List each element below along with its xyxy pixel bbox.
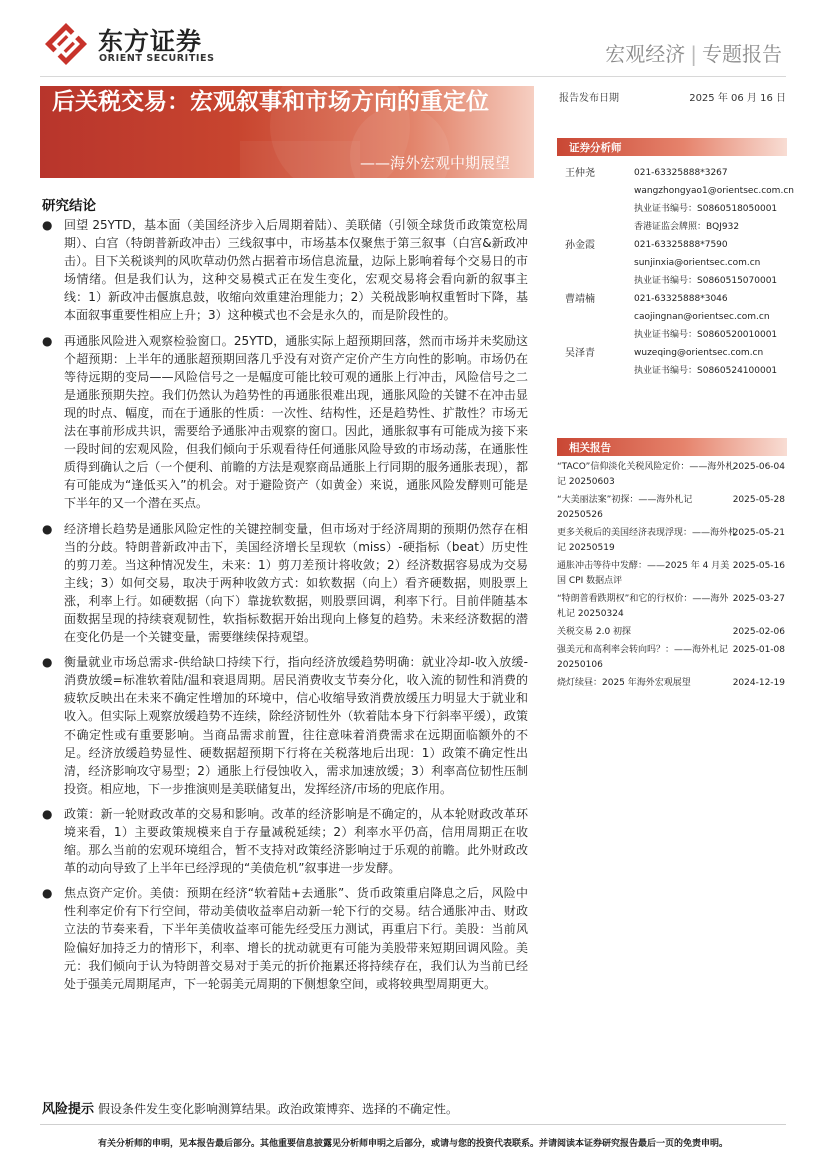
related-report-item[interactable] [557,625,787,640]
conclusion-text: 经济增长趋势是通胀风险定性的关键控制变量，但市场对于经济周期的预期仍然存在相当的分歧。特朗普新政冲击下，美国经济增长呈现软（miss）-硬指标（beat）历史性的剪刀差。当这种情况发生，未来：1）剪刀差预计将收敛；2）经济数据容易成为交易主线；3）如何交易，取决于两种收敛方式：如软数据（向上）看齐硬数据，则股票上涨，利率上行。如硬数据（向下）靠拢软数据，则股票回调，利率下行。目前伴随基本面数据呈现的持续衰观韧性，软指标数据开始出现向上修复的趋势。未来经济数据的潜在变化仍是一个关键变量，需要继续保持观望。 [64,521,528,645]
conclusion-item [42,520,528,647]
related-report-title[interactable]: 烧灯续昼：2025 年海外宏观展望 [557,678,691,688]
related-report-date: 2024-12-19 [732,678,785,688]
brand-name-en: ORIENT SECURITIES [99,53,215,64]
analyst-name: 王仲尧 [565,168,595,179]
bullet-icon: ● [42,886,53,901]
footer-disclaimer: 有关分析师的申明，见本报告最后部分。其他重要信息披露见分析师申明之后部分，或请与您的投资代表联系。并请阅读本证券研究报告最后一页的免责申明。 [97,1139,728,1149]
bullet-icon: ● [42,218,53,232]
header-divider [40,76,786,77]
bullet-icon: ● [42,521,53,536]
analyst-name: 孙金霞 [565,240,595,251]
analyst-name: 吴泽青 [565,348,595,359]
related-report-date: 2025-06-04 [732,462,785,472]
bullet-icon: ● [42,655,53,670]
footer-divider [40,1124,786,1125]
risk-warning [42,1100,528,1119]
analyst-phone: 021-63325888*7590 [634,240,728,250]
conclusion-item [42,653,528,798]
analyst-email[interactable]: sunjinxia@orientsec.com.cn [634,258,761,268]
related-report-item[interactable] [557,676,787,691]
report-title: 后关税交易：宏观叙事和市场方向的重定位 [52,89,489,115]
conclusion-item [42,805,528,877]
risk-text: 假设条件发生变化影响测算结果。政治政策博弈、选择的不确定性。 [98,1102,459,1116]
related-reports-list [557,460,787,694]
analyst-phone: 021-63325888*3267 [634,168,728,178]
related-report-title[interactable]: “大美丽法案”初探：——海外札记 20250526 [557,495,693,520]
publish-date-value: 2025 年 06 月 16 日 [689,93,786,104]
related-report-title[interactable]: “特朗普看跌期权”和它的行权价：——海外札记 20250324 [557,594,729,619]
analyst-license: 执业证书编号：S0860515070001 [634,276,778,286]
conclusion-text: 回望 25YTD，基本面（美国经济步入后周期着陆）、美联储（引领全球货币政策宽松周期）、白宫（特朗普新政冲击）三线叙事中，市场基本仅聚焦于第三叙事（白宫&新政冲击）。目下关税谈判的风吹草动仍然占据着市场信息流量，边际上影响着每个交易日的市场情绪。但是我们认为，这种交易模式正在发生变化，宏观交易将会看向新的叙事主线：1）新政冲击偃旗息鼓，收缩向效重建治理能力；2）关税战影响权重暂时下降，基本面叙事重要性相应上升；3）这种模式也不会是永久的，而是阶段性的。 [64,218,528,323]
conclusion-list [42,216,528,1000]
related-report-title[interactable]: “TACO”信仰淡化关税风险定价：——海外札记 20250603 [557,462,735,487]
conclusion-text: 焦点资产定价。美债：预期在经济“软着陆+去通胀”、货币政策重启降息之后，风险中性利率定价有下行空间，带动美债收益率启动新一轮下行的交易。结合通胀冲击、财政立法的节奏来看，下半年美债收益率可能先经受压力测试，再重启下行。美股：当前风险偏好加持乏力的情形下，利率、增长的扰动就更有可能为美股带来短期回调风险。美元：我们倾向于认为特朗普交易对于美元的折价拖累还将持续存在，我们认为当前已经处于强美元周期尾声，下一轮弱美元周期的下侧想象空间，或将较典型周期更大。 [64,886,528,991]
report-type-label: 专题报告 [702,42,782,66]
analyst-entry [565,290,787,344]
analyst-list [565,164,794,380]
analyst-entry [565,236,787,290]
brand-name: 东方证券 [98,27,203,56]
category-label: 宏观经济 [605,42,686,66]
conclusion-item [42,332,528,513]
related-reports-header [557,438,787,456]
analyst-phone: 021-63325888*3046 [634,294,728,304]
publish-date-label: 报告发布日期 [559,93,619,104]
analyst-license: 执业证书编号：S0860524100001 [634,366,778,376]
analysts-title: 证券分析师 [569,142,622,154]
related-report-date: 2025-03-27 [732,594,785,604]
related-report-item[interactable] [557,559,787,589]
related-reports-title: 相关报告 [569,442,611,454]
bullet-icon: ● [42,806,53,821]
related-report-title[interactable]: 强美元和高利率会转向吗？：——海外札记 20250106 [557,645,729,670]
related-report-item[interactable] [557,460,787,490]
related-report-date: 2025-05-16 [732,561,785,571]
analyst-license: 执业证书编号：S0860520010001 [634,330,778,340]
conclusion-text: 衡量就业市场总需求-供给缺口持续下行，指向经济放缓趋势明确：就业冷却-收入放缓-消费放缓=标准软着陆/温和衰退周期。居民消费收支节奏分化，收入流的韧性和消费的疲软反映出在未来不确定性增加的环境中，信心收缩导致消费放缓压力明显大于就业和收入。但实际上观察放缓趋势不连续，除经济韧性外（软着陆本身下行斜率平缓），政策不确定性或有重要影响。当商品需求前置，往往意味着消费需求在远期面临额外的不足。经济放缓趋势显性、硬数据超预期下行将在关税落地后出现：1）政策不确定性出清，经济影响攻守易型；2）通胀上行侵蚀收入，需求加速放缓；3）利率高位韧性压制投资。相应地，下一步推演则是美联储复出，发挥经济/市场的兜底作用。 [64,655,528,796]
divider: | [690,42,697,66]
analyst-name: 曹靖楠 [565,294,595,305]
analyst-hk-license: 香港证监会牌照：BQJ932 [634,222,740,232]
related-report-item[interactable] [557,493,787,523]
analyst-license: 执业证书编号：S0860518050001 [634,204,778,214]
related-report-item[interactable] [557,592,787,622]
related-report-title[interactable]: 关税交易 2.0 初探 [557,627,632,637]
analyst-entry [565,164,794,236]
analyst-email[interactable]: caojingnan@orientsec.com.cn [634,312,770,322]
related-report-date: 2025-05-28 [732,495,785,505]
related-report-date: 2025-02-06 [732,627,785,637]
report-category [605,38,782,67]
risk-label: 风险提示 [42,1102,95,1117]
related-report-title[interactable]: 通胀冲击等待中发酵：——2025 年 4 月美国 CPI 数据点评 [557,561,730,586]
conclusion-text: 政策：新一轮财政改革的交易和影响。改革的经济影响是不确定的，从本轮财政改革环境来看，1）主要政策规模来自于存量减税延续；2）利率水平仍高，信用周期正在收缩。那么当前的宏观环境组合，暂不支持对政策经济影响过于乐观的前瞻。此外财政改革的动向导致了上半年已经浮现的“美债危机”叙事进一步发酵。 [64,806,528,876]
bullet-icon: ● [42,333,53,348]
conclusion-text: 再通胀风险进入观察检验窗口。25YTD，通胀实际上超预期回落，然而市场并未奖励这个超预期：上半年的通胀超预期回落几乎没有对资产定价产生方向性的影响。市场仍在等待远期的变局——风险信号之一是幅度可能比较可观的通胀上行冲击，风险信号之二是通胀预期失控。我们仍然认为趋势性的再通胀很难出现，通胀风险的关键不在冲击显现的时点、幅度，而在于通胀的性质：一次性、结构性，还是趋势性、扩散性？市场无法在事前形成共识，需要给予通胀冲击观察的窗口。因此，通胀叙事有可能成为接下来一段时间的宏观风险，但我们倾向于乐观看待任何通胀风险导致的市场动荡，在通胀性质得到确认之后（一个便利、前瞻的方法是观察商品通胀上行同期的服务通胀表现），都有可能成为“逢低买入”的机会。对于避险资产（如黄金）来说，通胀风险发酵则可能是下半年的又一个潜在买点。 [64,333,528,511]
related-report-item[interactable] [557,526,787,556]
analysts-header [557,138,787,156]
logo-icon [44,22,88,66]
report-subtitle: ——海外宏观中期展望 [360,154,511,172]
conclusion-item [42,216,528,325]
analyst-email[interactable]: wangzhongyao1@orientsec.com.cn [634,186,794,196]
related-report-date: 2025-05-21 [732,528,785,538]
analyst-email[interactable]: wuzeqing@orientsec.com.cn [634,348,764,358]
analyst-entry [565,344,787,380]
conclusion-heading: 研究结论 [42,198,96,214]
conclusion-item [42,884,528,993]
related-report-date: 2025-01-08 [732,645,785,655]
related-report-item[interactable] [557,643,787,673]
related-report-title[interactable]: 更多关税后的美国经济表现浮现：——海外札记 20250519 [557,528,738,553]
